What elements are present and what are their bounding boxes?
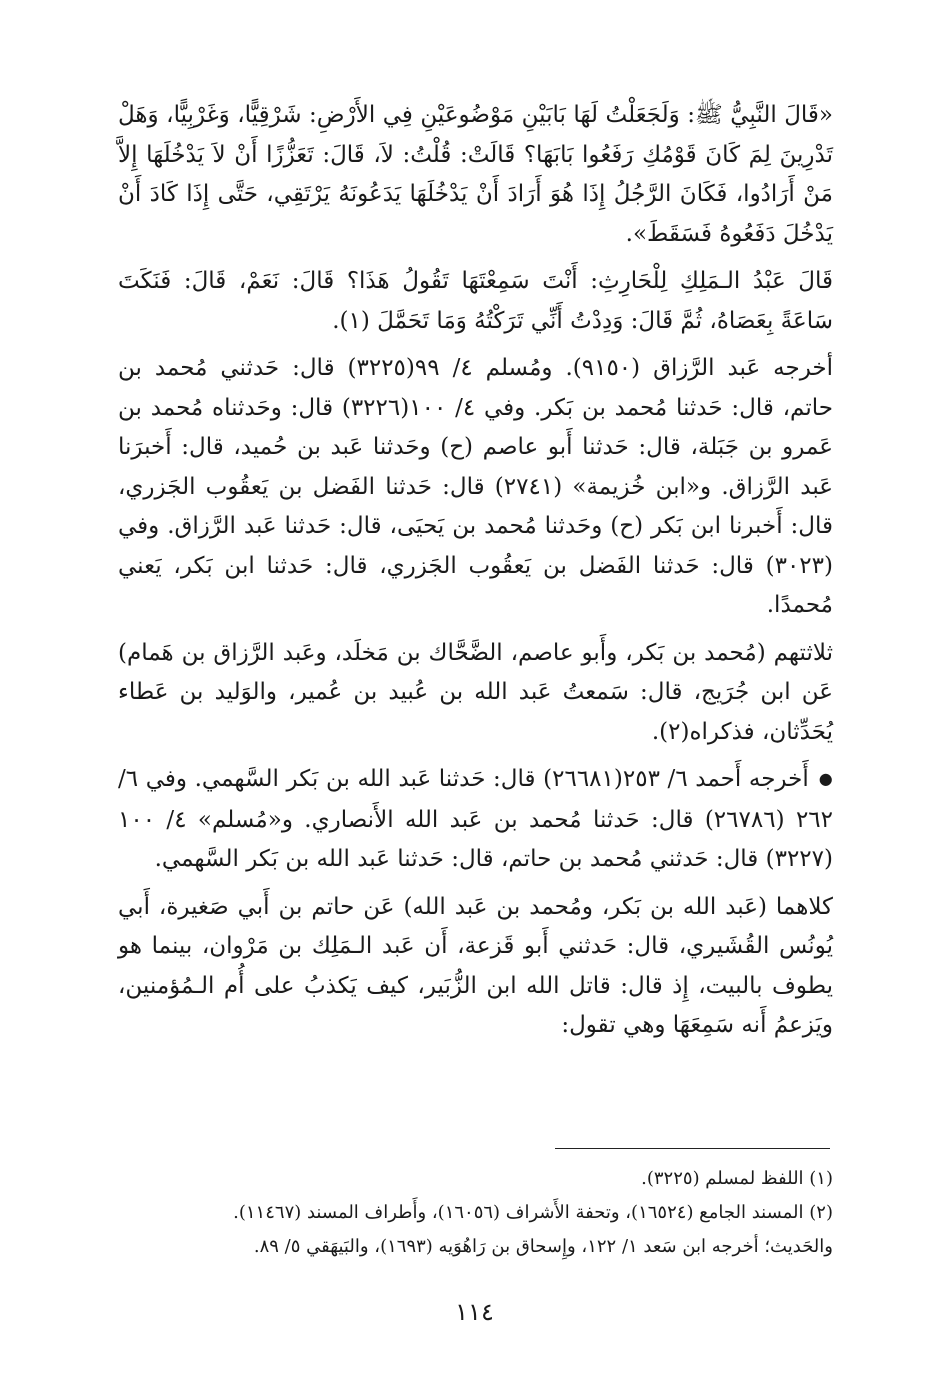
page-number: ١١٤ bbox=[455, 1298, 494, 1326]
isnad-paragraph-2: كلاهما (عَبد الله بن بَكر، ومُحمد بن عَبد الله) عَن حاتم بن أَبي صَغيرة، أَبي يُونُس القُشَيري، قال: حَدثني أَبو قَزعة، أَن عَبد الـمَلِك بن مَرْوان، بينما هو يطوف بالبيت، إِذ قال: قاتل الله ابن الزُّبَير، كيف يَكذبُ على أُم الـمُؤمنين، ويَزعمُ أَنه سَمِعَهَا وهي تقول: bbox=[118, 893, 833, 1038]
hadith-text-paragraph: «قَالَ النَّبِيُّ ﷺ: وَلَجَعَلْتُ لَهَا بَابَيْنِ مَوْضُوعَيْنِ فِي الأَرْضِ: شَرْقِيًّا، وَغَرْبِيًّا، وَهَلْ تَدْرِينَ لِمَ كَانَ قَوْمُكِ رَفَعُوا بَابَهَا؟ قَالَتْ: قُلْتُ: لاَ، قَالَ: تَعَزُّزًا أَنْ لاَ يَدْخُلَهَا إِلاَّ مَنْ أَرَادُوا، فَكَانَ الرَّجُلُ إِذَا هُوَ أَرَادَ أَنْ يَدْخُلَهَا يَدَعُونَهُ يَرْتَقِي، حَتَّى إِذَا كَادَ أَنْ يَدْخُلَ دَفَعُوهُ فَسَقَطَ». bbox=[118, 102, 833, 247]
footnote-2-continuation: والحَديث؛ أخرجه ابن سَعد ١/ ١٢٢، وإِسحاق بن رَاهُوَيه (١٦٩٣)، والبَيهَقي ٥/ ٨٩. bbox=[253, 1236, 833, 1257]
narration-paragraph: قَالَ عَبْدُ الـمَلِكِ لِلْحَارِثِ: أَنْتَ سَمِعْتَهَا تَقُولُ هَذَا؟ قَالَ: نَعَمْ، قَالَ: فَنَكَتَ سَاعَةً بِعَصَاهُ، ثُمَّ قَالَ: وَدِدْتُ أَنِّي تَرَكْتُهُ وَمَا تَحَمَّلَ (١). bbox=[118, 268, 833, 334]
footnotes bbox=[118, 1162, 833, 1264]
main-text bbox=[118, 96, 833, 1054]
footnote-2: (٢) المسند الجامع (١٦٥٢٤)، وتحفة الأَشراف (١٦٠٥٦)، وأَطراف المسند (١١٤٦٧). bbox=[233, 1202, 833, 1223]
takhrij-bullet-paragraph: ● أَخرجه أَحمد ٦/ ٢٥٣(٢٦٦٨١) قال: حَدثنا عَبد الله بن بَكر السَّهمي. وفي ٦/ ٢٦٢ (٢٦٧٨٦) قال: حَدثنا مُحمد بن عَبد الله الأَنصاري. و«مُسلم» ٤/ ١٠٠ (٣٢٢٧) قال: حَدثني مُحمد بن حاتم، قال: حَدثنا عَبد الله بن بَكر السَّهمي. bbox=[118, 760, 833, 880]
footnote-divider bbox=[555, 1148, 830, 1149]
footnote-1: (١) اللفظ لمسلم (٣٢٢٥). bbox=[641, 1168, 833, 1189]
isnad-paragraph: ثلاثتهم (مُحمد بن بَكر، وأَبو عاصم، الضَّحَّاك بن مَخلَد، وعَبد الرَّزاق بن هَمام) عَن ابن جُرَيج، قال: سَمعتُ عَبد الله بن عُبيد بن عُمير، والوَليد بن عَطاء يُحَدِّثان، فذكراه(٢). bbox=[118, 639, 833, 745]
takhrij-paragraph: أخرجه عَبد الرَّزاق (٩١٥٠). ومُسلم ٤/ ٩٩(٣٢٢٥) قال: حَدثني مُحمد بن حاتم، قال: حَدثنا مُحمد بن بَكر. وفي ٤/ ١٠٠(٣٢٢٦) قال: وحَدثناه مُحمد بن عَمرو بن جَبَلة، قال: حَدثنا أَبو عاصم (ح) وحَدثنا عَبد بن حُميد، قال: أَخبرَنا عَبد الرَّزاق. و«ابن خُزيمة» (٢٧٤١) قال: حَدثنا الفَضل بن يَعقُوب الجَزري، قال: أَخبرنا ابن بَكر (ح) وحَدثنا مُحمد بن يَحيَى، قال: حَدثنا عَبد الرَّزاق. وفي (٣٠٢٣) قال: حَدثنا الفَضل بن يَعقُوب الجَزري، قال: حَدثنا ابن بَكر، يَعني مُحمدًا. bbox=[118, 355, 834, 618]
